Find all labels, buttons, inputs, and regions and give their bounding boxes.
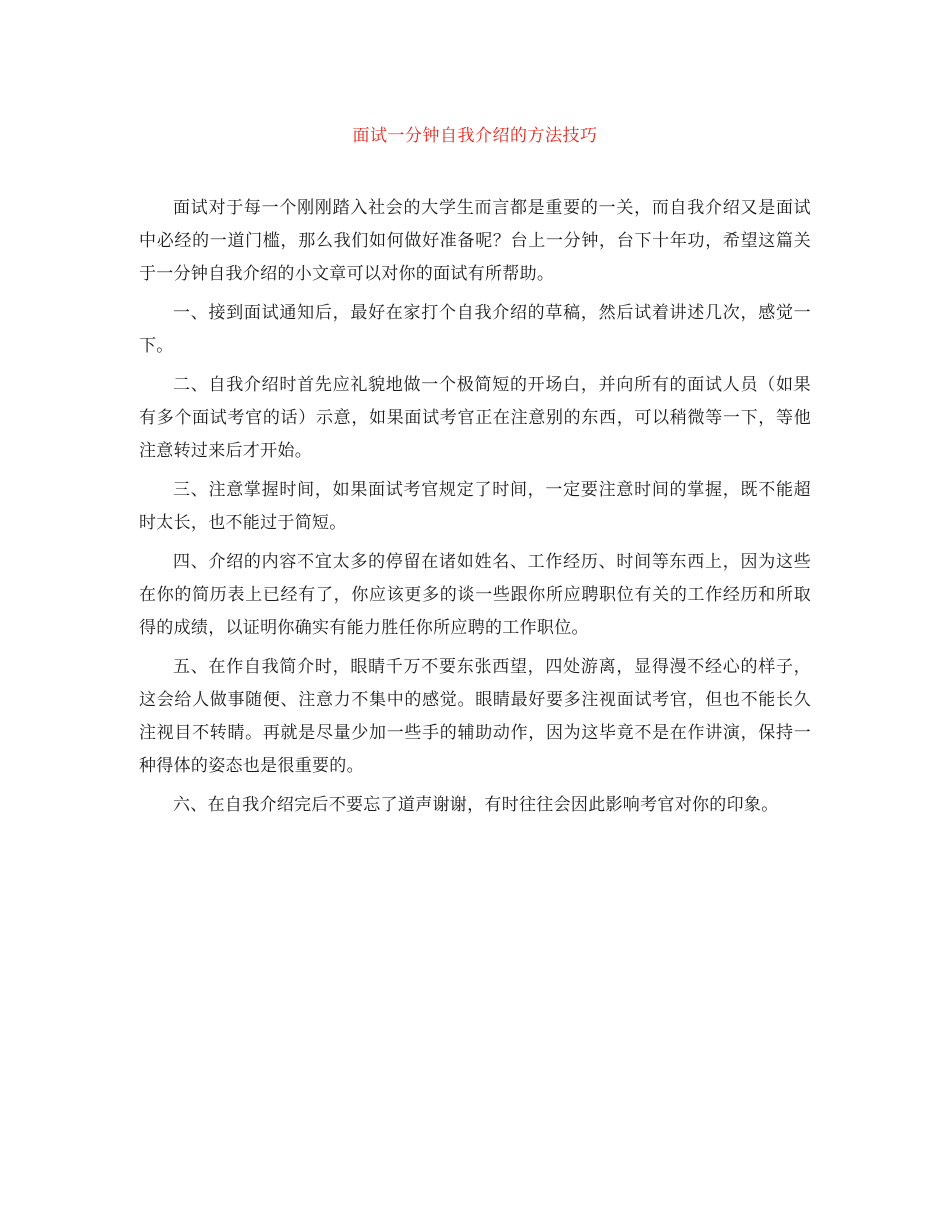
paragraph-point-1: 一、接到面试通知后，最好在家打个自我介绍的草稿，然后试着讲述几次，感觉一下。 [139,303,811,356]
document-title: 面试一分钟自我介绍的方法技巧 [352,126,598,146]
paragraph-point-3: 三、注意掌握时间，如果面试考官规定了时间，一定要注意时间的掌握，既不能超时太长，也不能过于简短。 [139,480,811,533]
paragraph-point-5: 五、在作自我简介时，眼睛千万不要东张西望，四处游离，显得漫不经心的样子，这会给人做事随便、注意力不集中的感觉。眼睛最好要多注视面试考官，但也不能长久注视目不转睛。再就是尽量少加一些手的辅助动作，因为这毕竟不是在作讲演，保持一种得体的姿态也是很重要的。 [139,657,811,776]
paragraph-point-4: 四、介绍的内容不宜太多的停留在诸如姓名、工作经历、时间等东西上，因为这些在你的简历表上已经有了，你应该更多的谈一些跟你所应聘职位有关的工作经历和所取得的成绩，以证明你确实有能力胜任你所应聘的工作职位。 [139,552,811,638]
paragraph-point-6: 六、在自我介绍完后不要忘了道声谢谢，有时往往会因此影响考官对你的印象。 [173,795,779,815]
paragraph-point-2: 二、自我介绍时首先应礼貌地做一个极简短的开场白，并向所有的面试人员（如果有多个面试考官的话）示意，如果面试考官正在注意别的东西，可以稍微等一下，等他注意转过来后才开始。 [139,375,811,461]
paragraph-intro: 面试对于每一个刚刚踏入社会的大学生而言都是重要的一关，而自我介绍又是面试中必经的一道门槛，那么我们如何做好准备呢？台上一分钟，台下十年功，希望这篇关于一分钟自我介绍的小文章可以对你的面试有所帮助。 [139,198,811,284]
document-body [139,192,811,828]
